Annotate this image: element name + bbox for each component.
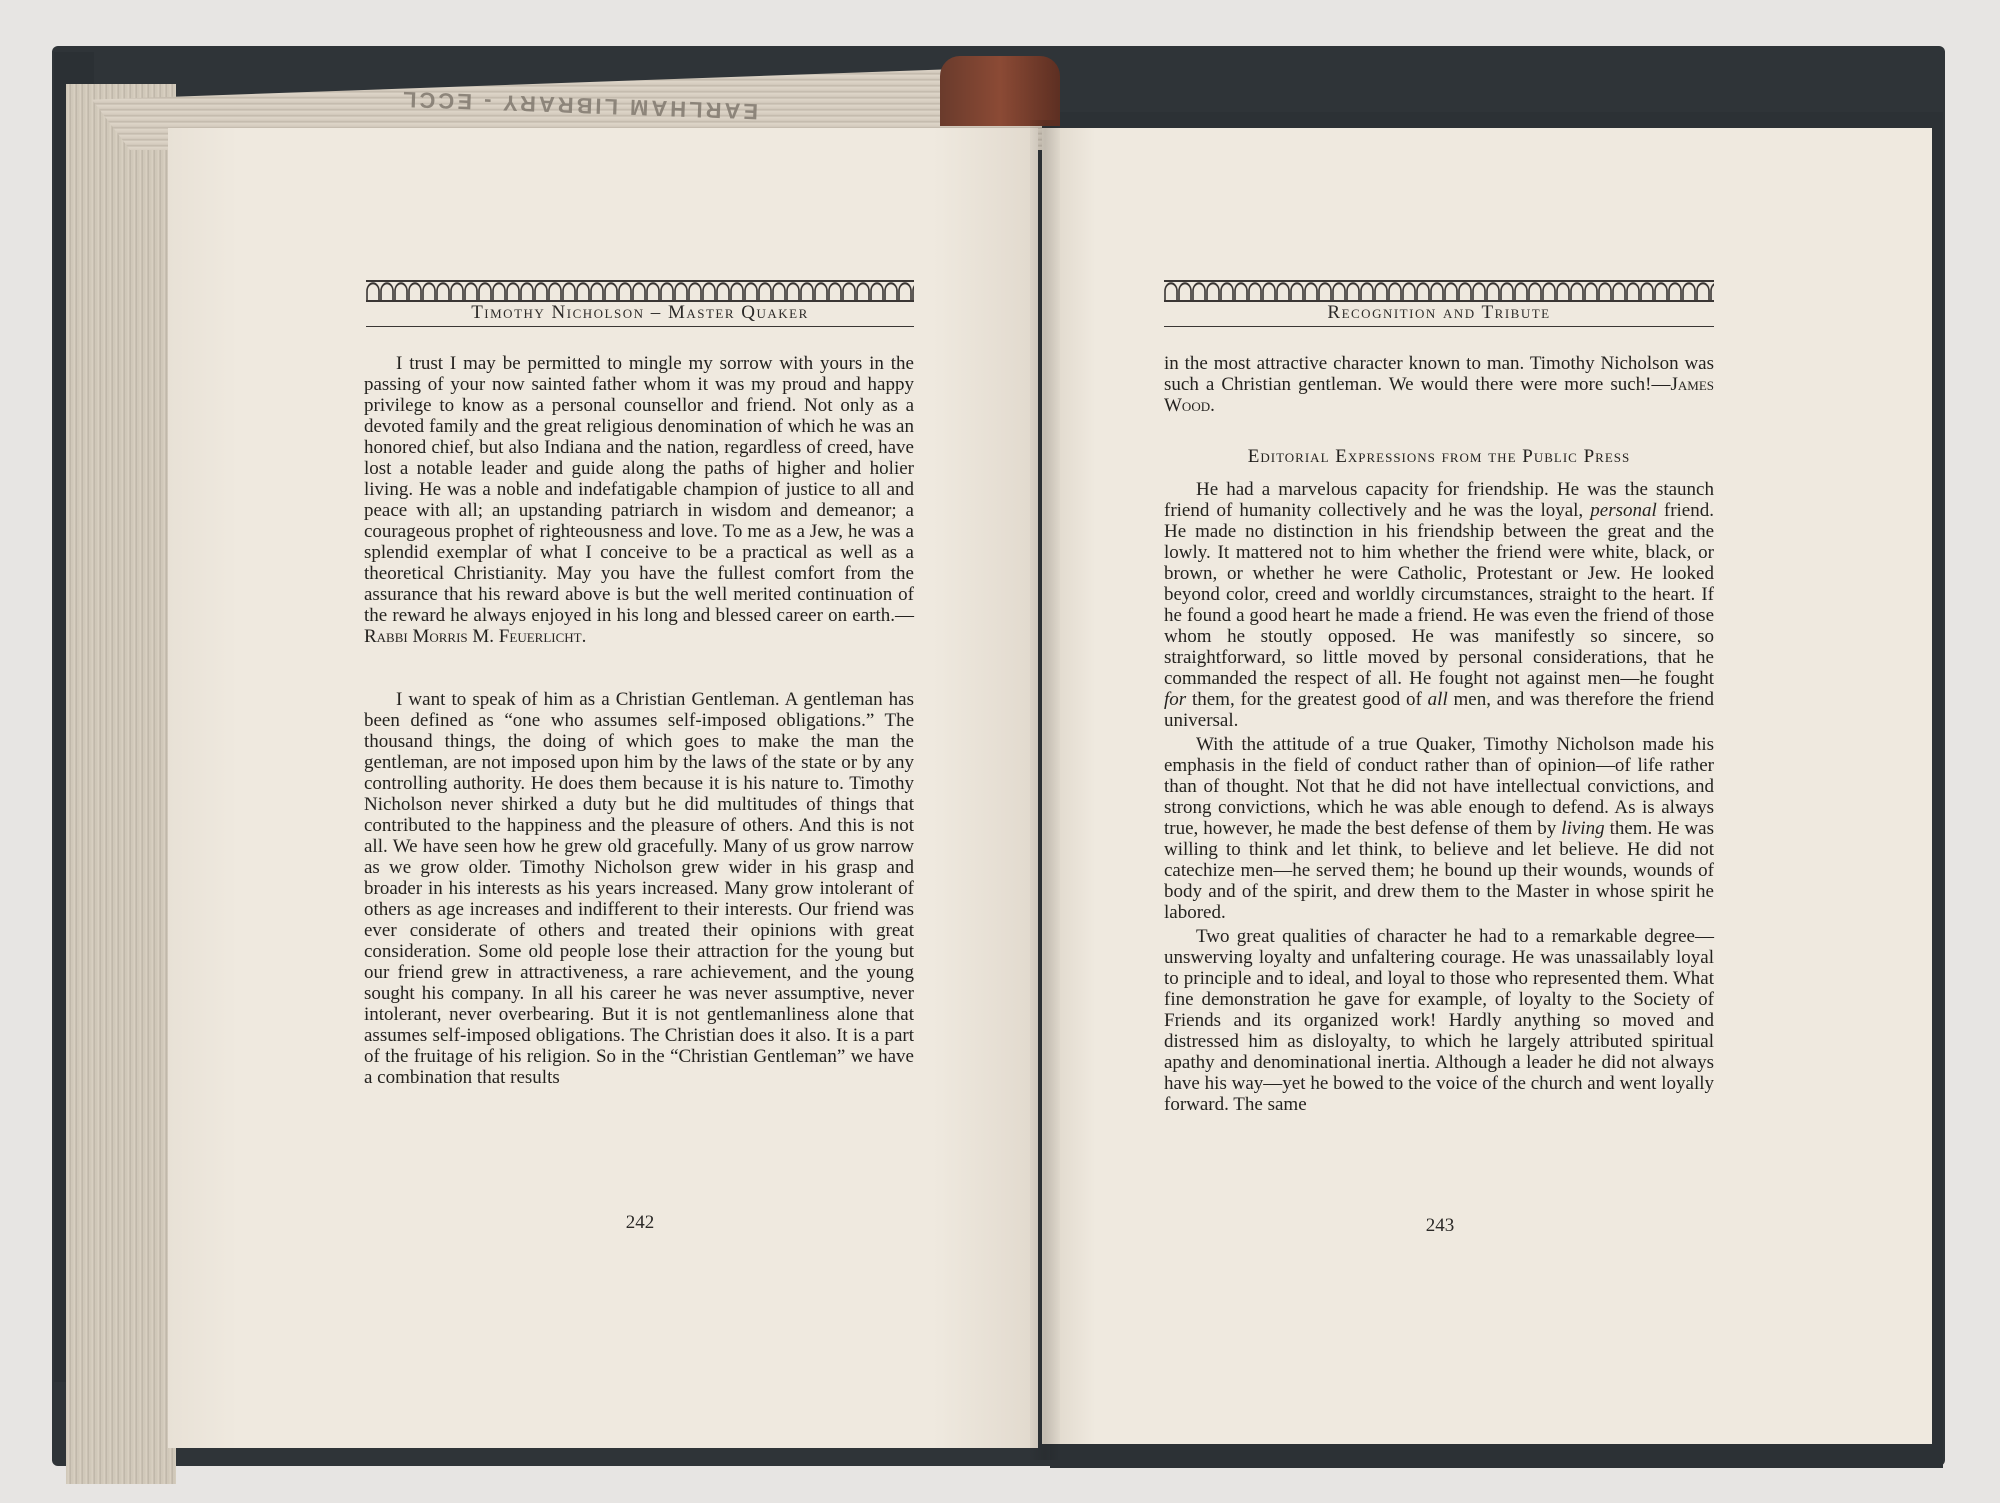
right-paragraph-2-emphasis-1: living	[1561, 818, 1605, 839]
ornament-pattern-icon	[366, 282, 914, 300]
spine-headband	[940, 56, 1060, 126]
right-paragraph-2-part-2: them. He was willing to think and let think, to believe and let believe. He did not catechize men—he served them; he bound up their wounds, wounds of body and of the spirit, and drew them to the Master in whose spirit he labored.	[1164, 818, 1714, 923]
left-paragraph-1-text: I trust I may be permitted to mingle my sorrow with yours in the passing of your now sainted father whom it was my proud and happy privilege to know as a personal counsellor and friend. Not only as a devoted family and the great religious denomination of which he was an honored chief, but also Indiana and the nation, regardless of creed, have lost a notable leader and guide along the paths of higher and holier living. He was a noble and indefatigable champion of justice to all and peace with all; an upstanding patriarch in wisdom and demeanor; a courageous prophet of righteousness and love. To me as a Jew, he was a splendid exemplar of what I conceive to be a practical as well as a theoretical Christianity. May you have the fullest comfort from the assurance that his reward above is but the well merited continuation of the reward he always enjoyed in his long and blessed career on earth.—	[364, 353, 914, 626]
right-continuation-signature: James Wood.	[1164, 374, 1714, 416]
gutter-shadow	[1030, 120, 1060, 1460]
section-heading: Editorial Expressions from the Public Press	[1247, 446, 1631, 467]
right-continuation-text: in the most attractive character known to man. Timothy Nicholson was such a Christian gentleman. We would there were more such!—	[1164, 353, 1714, 395]
left-paragraph-1	[364, 353, 914, 647]
fore-edge-library-stamp: EARLHAM LIBRARY - ECCL	[399, 86, 759, 125]
page-number-right: 243	[1425, 1215, 1455, 1236]
left-paragraph-2: I want to speak of him as a Christian Gentleman. A gentleman has been defined as “one who assumes self-imposed obligations.” The thousand things, the doing of which goes to make the man the gentleman, are not imposed upon him by the laws of the state or by any controlling authority. He does them because it is his nature to. Timothy Nicholson never shirked a duty but he did multitudes of things that contributed to the happiness and the pleasure of others. And this is not all. We have seen how he grew old gracefully. Many of us grow narrow as we grow older. Timothy Nicholson grew wider in his grasp and broader in his interests as his years increased. Many grow intolerant of others as age increases and indifferent to their interests. Our friend was ever considerate of others and treated their opinions with great consideration. Some old people lose their attraction for the young but our friend grew in attractiveness, a rare achievement, and the young sought his company. In all his career he was never assumptive, never intolerant, never overbearing. But it is not gentlemanliness alone that assumes self-imposed obligations. The Christian does it also. It is a part of the fruitage of his religion. So in the “Christian Gentleman” we have a combination that results	[364, 689, 914, 1088]
right-paragraph-1-part-2: friend. He made no distinction in his friendship between the great and the lowly. It mattered not to him whether the friend were white, black, or brown, or whether he were Catholic, Protestant or Jew. He looked beyond color, creed and worldly circumstances, straight to the heart. If he found a good heart he made a friend. He was even the friend of those whom he stoutly opposed. He was manifestly so sincere, so straightforward, so little moved by personal considerations, that he commanded the respect of all. He fought not against men—he fought	[1164, 500, 1714, 689]
page-number-left: 242	[625, 1212, 655, 1233]
right-paragraph-2-part-1: With the attitude of a true Quaker, Timothy Nicholson made his emphasis in the field of conduct rather than of opinion—of life rather than of thought. Not that he did not have intellectual convictions, and strong convictions, which he was able enough to defend. As is always true, however, he made the best defense of them by	[1164, 734, 1714, 839]
left-paragraph-1-signature: Rabbi Morris M. Feuerlicht.	[364, 626, 587, 647]
right-paragraph-1-emphasis-1: personal	[1590, 500, 1657, 521]
right-ornament-border	[1164, 280, 1714, 302]
right-paragraph-2	[1164, 734, 1714, 923]
left-running-head: Timothy Nicholson – Master Quaker	[366, 302, 914, 327]
left-text-block	[364, 353, 914, 1088]
right-text-block	[1164, 353, 1714, 1115]
right-paragraph-1-emphasis-3: all	[1427, 689, 1448, 710]
left-ornament-border	[366, 280, 914, 302]
right-paragraph-1-part-4: men, and was therefore the friend universal.	[1164, 689, 1714, 731]
page-block-fore-edge	[66, 84, 176, 1484]
right-paragraph-3: Two great qualities of character he had to a remarkable degree—unswerving loyalty and unfaltering courage. He was unassailably loyal to principle and to ideal, and loyal to those who represented them. What fine demonstration he gave for example, of loyalty to the Society of Friends and its organized work! Hardly anything so moved and distressed him as disloyalty, to which he largely attributed spiritual apathy and denominational inertia. Although a leader he did not always have his way—yet he bowed to the voice of the church and went loyally forward. The same	[1164, 926, 1714, 1115]
right-running-head: Recognition and Tribute	[1164, 302, 1714, 327]
right-paragraph-1	[1164, 479, 1714, 731]
right-paragraph-1-emphasis-2: for	[1164, 689, 1187, 710]
ornament-pattern-icon	[1164, 282, 1714, 300]
right-paragraph-1-part-3: them, for the greatest good of	[1186, 689, 1428, 710]
right-paragraph-1-part-1: He had a marvelous capacity for friendship. He was the staunch friend of humanity collectively and he was the loyal,	[1164, 479, 1714, 521]
right-continuation	[1164, 353, 1714, 416]
